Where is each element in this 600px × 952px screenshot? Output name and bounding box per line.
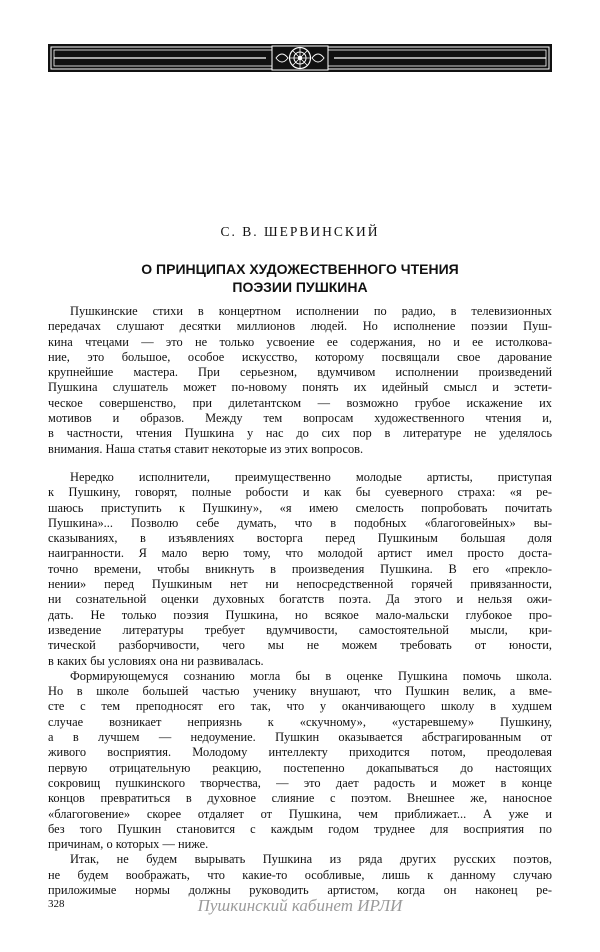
text-line: Пушкинские стихи в концертном исполнении по радио, в телевизионных [70, 304, 552, 318]
paragraph [48, 852, 552, 898]
text-line: Нередко исполнители, преимущественно молодые артисты, приступая [70, 469, 552, 484]
text-line: ческое совершенство, при дилетантском — возможно грубое искажение их [48, 395, 552, 410]
section-gap [48, 457, 552, 470]
text-line: передачах слушают десятки миллионов людей. Но исполнение поэзии Пуш- [48, 319, 552, 334]
text-line: а в лучшем — недоумение. Пушкин оказывается абстрагированным от [48, 730, 552, 745]
text-line: Пушкина»... Позволю себе думать, что в подобных «благоговейных» вы- [48, 515, 552, 530]
text-line: концов превратиться в духовное слияние с поэтом. Внешнее же, наносное [48, 791, 552, 806]
text-line: мотивов и образов. Между тем вопросам художественного чтения и, [48, 411, 552, 426]
text-line: сте с тем преподносят его так, что у оканчивающего школу в худшем [48, 699, 552, 714]
text-line: кина чтецами — это не только усвоение ее содержания, но и ее истолкова- [48, 334, 552, 349]
text-line: к Пушкину, говорят, полные робости и как бы суеверного страха: «я ре- [48, 485, 552, 500]
text-line: без того Пушкин становится с каждым годом труднее для восприятия по [48, 821, 552, 836]
text-line: сказываниях, в изъявлениях восторга перед Пушкиным большая доля [48, 531, 552, 546]
text-line: приложимые нормы должны руководить артистом, когда он наконец ре- [48, 882, 552, 897]
text-line: не будем воображать, что какие-то особливые, лишь к данному случаю [48, 867, 552, 882]
text-line: крупнейшие мастера. При серьезном, вдумчивом исполнении произведений [48, 365, 552, 380]
text-line: сокровищ пушкинского творчества, — это дает радость и может в конце [48, 775, 552, 790]
text-line: нении» перед Пушкиным нет ни непосредственной горячей привязанности, [48, 577, 552, 592]
text-line: тической разборчивости, чего мы не можем требовать от юности, [48, 638, 552, 653]
paragraph [48, 470, 552, 669]
rosette-icon [272, 46, 328, 70]
text-line: наигранности. Я мало верю тому, что молодой артист имел просто доста- [48, 546, 552, 561]
text-line: живого восприятия. Молодому интеллекту приходится потом, преодолевая [48, 745, 552, 760]
decorative-header-banner [48, 44, 552, 72]
article-title [0, 260, 600, 296]
text-line: дать. Не только поэзия Пушкина, но всякое мало-мальски глубокое про- [48, 607, 552, 622]
title-line: О ПРИНЦИПАХ ХУДОЖЕСТВЕННОГО ЧТЕНИЯ [141, 261, 459, 277]
text-line: шаюсь приступить к Пушкину», «я имею смелость попробовать почитать [48, 500, 552, 515]
watermark: Пушкинский кабинет ИРЛИ [197, 896, 403, 915]
text-line: первую отрицательную реакцию, постепенно докапываться до настоящих [48, 760, 552, 775]
text-line: Пушкина слушатель может по-новому понять их идейный смысл и эстети- [48, 380, 552, 395]
text-line: Но в школе большей частью ученику внушают, что Пушкин велик, а вме- [48, 684, 552, 699]
text-line: в каких бы условиях она ни развивалась. [48, 653, 264, 668]
article-body [48, 304, 552, 898]
text-line: Итак, не будем вырывать Пушкина из ряда других русских поэтов, [70, 852, 552, 867]
text-line: ни сознательной оценки духовных богатств поэта. Да этого и нельзя ожи- [48, 592, 552, 607]
page-number: 328 [48, 898, 65, 910]
title-line: ПОЭЗИИ ПУШКИНА [232, 279, 368, 295]
text-line: ние, это большое, особое искусство, которому посвящали свое дарование [48, 349, 552, 364]
text-line: Формирующемуся сознанию могла бы в оценке Пушкина помочь школа. [70, 668, 552, 683]
paragraph [48, 304, 552, 457]
text-line: точно времени, чтобы вникнуть в произведения Пушкина. В его «прекло- [48, 561, 552, 576]
paragraph [48, 669, 552, 853]
author-name: С. В. ШЕРВИНСКИЙ [220, 224, 380, 239]
text-line: внимания. Наша статья ставит некоторые из этих вопросов. [48, 441, 364, 456]
text-line: случае возникает неприязнь к «скучному», «устаревшему» Пушкину, [48, 714, 552, 729]
text-line: причинам, о которых — ниже. [48, 837, 209, 852]
text-line: «благоговение» скорее отдаляет от Пушкина, чем приближает... А уже и [48, 806, 552, 821]
text-line: изведение литературы требует вдумчивости, самостоятельной мысли, кри- [48, 622, 552, 637]
text-line: в частности, чтения Пушкина у нас до сих пор в литературе не уделялось [48, 426, 552, 441]
